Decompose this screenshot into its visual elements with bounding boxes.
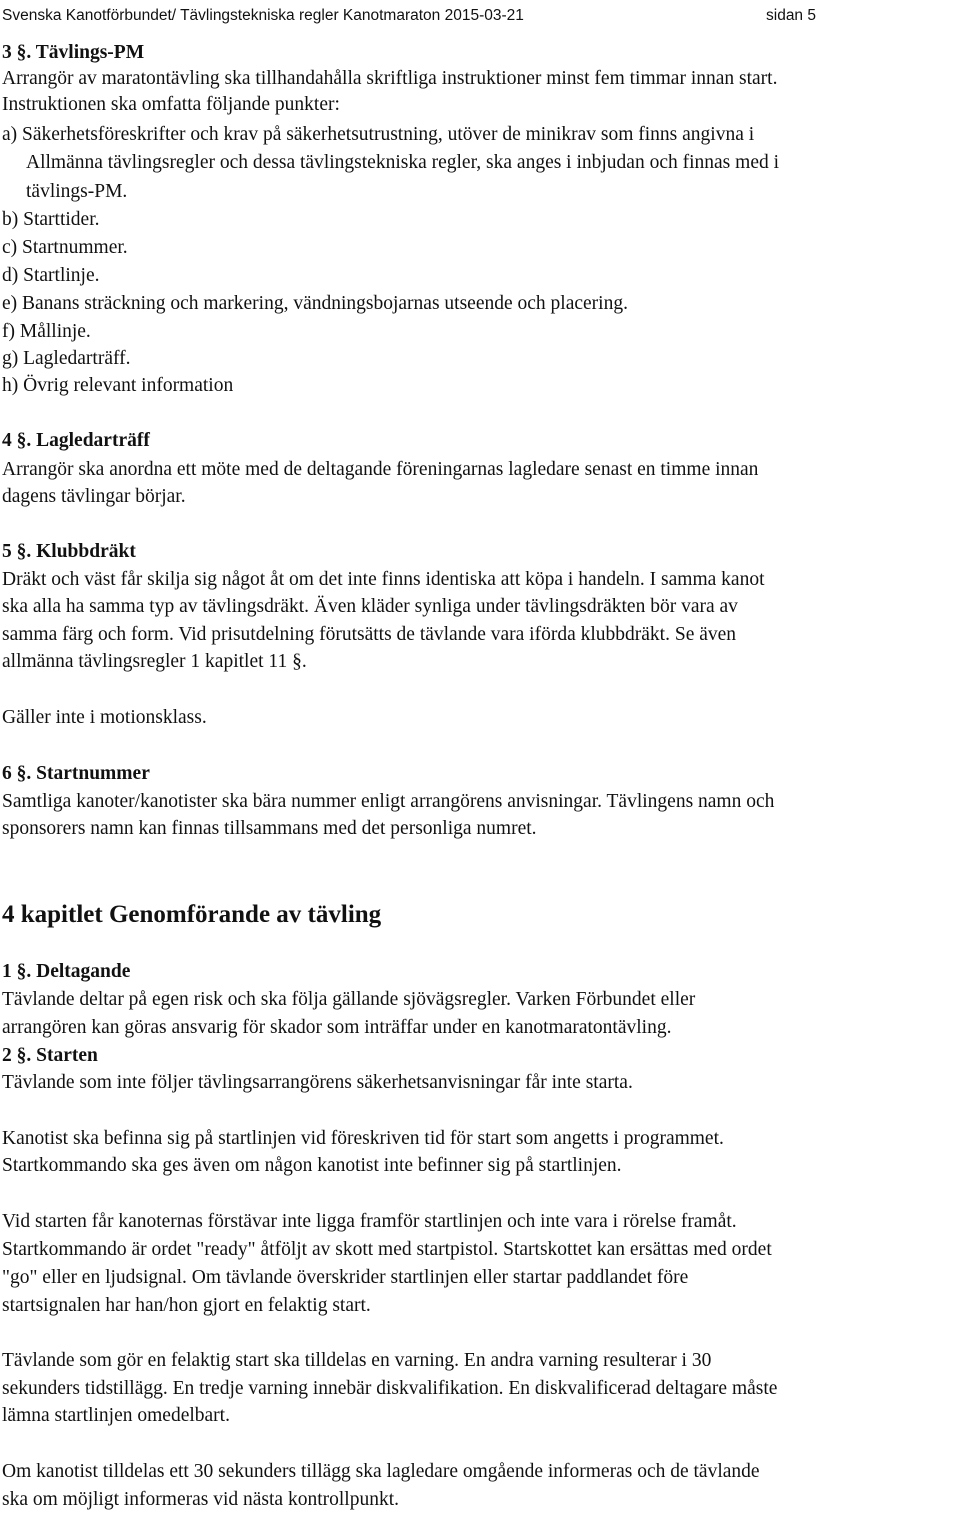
chapter-4-section-2-paragraph: Startkommando ska ges även om någon kanotist inte befinner sig på startlinjen. [2,1155,622,1176]
list-item-a-cont: tävlings-PM. [26,181,128,202]
list-item-a-cont: Allmänna tävlingsregler och dessa tävlingstekniska regler, ska anges i inbjudan och finnas med i [26,152,780,173]
chapter-4-section-1-paragraph: Tävlande deltar på egen risk och ska följa gällande sjövägsregler. Varken Förbundet eller [2,989,696,1010]
list-item-b: b) Starttider. [2,209,100,230]
list-item-g: g) Lagledarträff. [2,348,131,369]
section-4-paragraph: dagens tävlingar börjar. [2,486,186,507]
section-5-note: Gäller inte i motionsklass. [2,707,207,728]
chapter-4-heading: 4 kapitlet Genomförande av tävling [2,901,382,928]
section-6-paragraph: Samtliga kanoter/kanotister ska bära nummer enligt arrangörens anvisningar. Tävlingens namn och [2,791,775,812]
chapter-4-section-1-paragraph: arrangören kan göras ansvarig för skador som inträffar under en kanotmaratontävling. [2,1017,672,1038]
chapter-4-section-2-paragraph: sekunders tidstillägg. En tredje varning innebär diskvalifikation. En diskvalificerad deltagare måste [2,1378,778,1399]
list-item-h: h) Övrig relevant information [2,375,234,396]
chapter-4-section-2-paragraph: lämna startlinjen omedelbart. [2,1405,230,1426]
section-3-heading: 3 §. Tävlings-PM [2,42,145,63]
list-item-d: d) Startlinje. [2,265,100,286]
chapter-4-section-2-paragraph: Om kanotist tilldelas ett 30 sekunders tillägg ska lagledare omgående informeras och de tävlande [2,1461,760,1482]
section-5-paragraph: allmänna tävlingsregler 1 kapitlet 11 §. [2,651,307,672]
page-number: sidan 5 [766,7,816,24]
section-5-heading: 5 §. Klubbdräkt [2,541,136,562]
chapter-4-section-2-paragraph: Vid starten får kanoternas förstävar inte ligga framför startlinjen och inte vara i rörelse framåt. [2,1211,737,1232]
list-item-a: a) Säkerhetsföreskrifter och krav på säkerhetsutrustning, utöver de minikrav som finns angivna i [2,124,755,145]
list-item-c: c) Startnummer. [2,237,128,258]
section-4-paragraph: Arrangör ska anordna ett möte med de deltagande föreningarnas lagledare senast en timme innan [2,459,759,480]
section-5-paragraph: samma färg och form. Vid prisutdelning förutsätts de tävlande vara iförda klubbdräkt. Se även [2,624,737,645]
section-3-paragraph: Instruktionen ska omfatta följande punkter: [2,94,340,115]
page-header [2,6,958,28]
chapter-4-section-2-paragraph: Startkommando är ordet "ready" åtföljt av skott med startpistol. Startskottet kan ersättas med ordet [2,1239,772,1260]
chapter-4-section-2-paragraph: "go" eller en ljudsignal. Om tävlande överskrider startlinjen eller startar paddlandet före [2,1267,689,1288]
chapter-4-section-2-paragraph: ska om möjligt informeras vid nästa kontrollpunkt. [2,1489,399,1510]
section-5-paragraph: Dräkt och väst får skilja sig något åt om det inte finns identiska att köpa i handeln. I samma kanot [2,569,765,590]
chapter-4-section-2-heading: 2 §. Starten [2,1045,98,1066]
chapter-4-section-2-paragraph: Tävlande som gör en felaktig start ska tilldelas en varning. En andra varning resulterar i 30 [2,1350,712,1371]
section-3-paragraph: Arrangör av maratontävling ska tillhandahålla skriftliga instruktioner minst fem timmar innan start. [2,68,778,89]
list-item-f: f) Mållinje. [2,321,91,342]
section-4-heading: 4 §. Lagledarträff [2,430,150,451]
section-6-paragraph: sponsorers namn kan finnas tillsammans med det personliga numret. [2,818,537,839]
list-item-e: e) Banans sträckning och markering, vändningsbojarnas utseende och placering. [2,293,628,314]
section-6-heading: 6 §. Startnummer [2,763,150,784]
header-title: Svenska Kanotförbundet/ Tävlingstekniska regler Kanotmaraton 2015-03-21 [2,7,524,24]
chapter-4-section-2-paragraph: Tävlande som inte följer tävlingsarrangörens säkerhetsanvisningar får inte starta. [2,1072,633,1093]
chapter-4-section-2-paragraph: startsignalen har han/hon gjort en felaktig start. [2,1295,371,1316]
chapter-4-section-2-paragraph: Kanotist ska befinna sig på startlinjen vid föreskriven tid för start som angetts i programmet. [2,1128,724,1149]
chapter-4-section-1-heading: 1 §. Deltagande [2,961,131,982]
section-5-paragraph: ska alla ha samma typ av tävlingsdräkt. Även kläder synliga under tävlingsdräkten bör vara av [2,596,738,617]
